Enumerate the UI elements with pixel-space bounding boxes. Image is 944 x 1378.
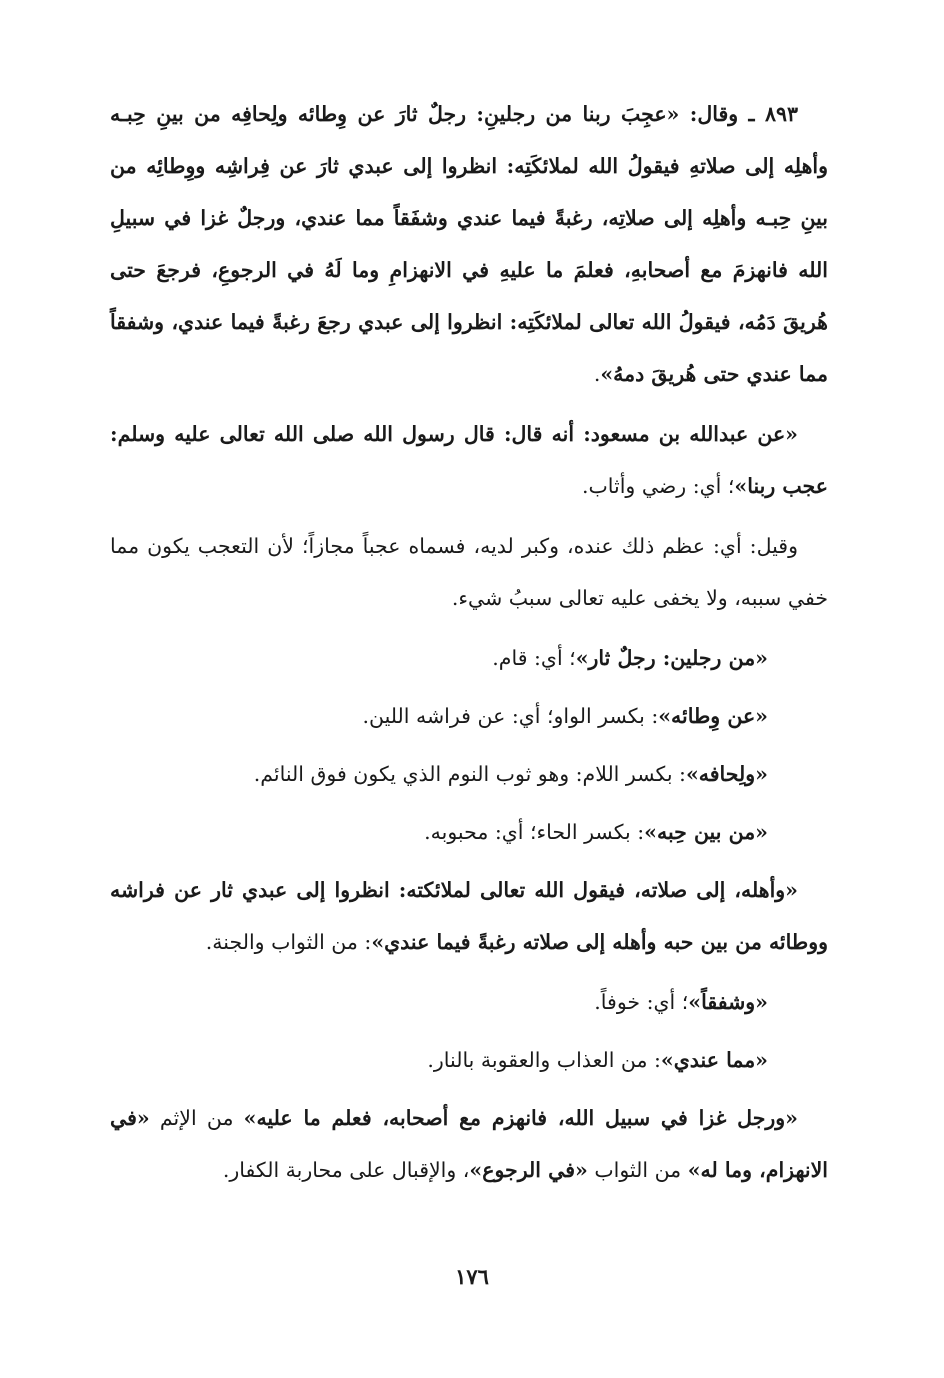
quoted-text: «ولِحافه» <box>685 762 768 786</box>
paragraph-sharh-1 <box>110 408 828 512</box>
commentary-text: : بكسر الواو؛ أي: عن فراشه اللين. <box>362 704 659 728</box>
commentary-text: ؛ أي: خوفاً. <box>594 990 689 1014</box>
quoted-text: «في الانهزام، وما له» <box>110 1106 828 1182</box>
commentary-text: ؛ أي: رضي وأثاب. <box>581 474 735 498</box>
paragraph-sharh-6 <box>110 806 828 858</box>
paragraph-sharh-10 <box>110 1092 828 1196</box>
commentary-text: : بكسر اللام: وهو ثوب النوم الذي يكون فوق النائم. <box>253 762 686 786</box>
paragraph-sharh-2 <box>110 520 828 624</box>
quoted-text: «في الرجوع» <box>469 1158 588 1182</box>
paragraph-sharh-3 <box>110 632 828 684</box>
paragraph-sharh-8 <box>110 976 828 1028</box>
page-body <box>110 88 828 1204</box>
commentary-text: : بكسر الحاء؛ أي: محبوبه. <box>424 820 645 844</box>
quoted-text: «وأهله، إلى صلاته، فيقول الله تعالى لملائكته: انظروا إلى عبدي ثار عن فراشه ووطائه من بين حبه وأهله إلى صلاته رغبةً فيما عندي» <box>110 878 828 954</box>
commentary-text: وقيل: أي: عظم ذلك عنده، وكبر لديه، فسماه عجباً مجازاً؛ لأن التعجب يكون مما خفي سببه، ولا يخفى عليه تعالى سببُ شيء. <box>110 534 828 610</box>
quoted-text: «ورجل غزا في سبيل الله، فانهزم مع أصحابه، فعلم ما عليه» <box>243 1106 798 1130</box>
quoted-text: «عن عبدالله بن مسعود: أنه قال: قال رسول الله صلى الله تعالى عليه وسلم: عجب ربنا» <box>110 422 828 498</box>
commentary-text: : من الثواب والجنة. <box>205 930 372 954</box>
quoted-text: «من بين حِبه» <box>644 820 768 844</box>
paragraph-sharh-5 <box>110 748 828 800</box>
page-number: ١٧٦ <box>455 1264 489 1289</box>
quoted-text: «عن وِطائه» <box>658 704 768 728</box>
quoted-text: «وشفقاً» <box>688 990 768 1014</box>
paragraph-sharh-7 <box>110 864 828 968</box>
quoted-text: «من رجلين: رجلٌ ثار» <box>575 646 768 670</box>
commentary-text: ، والإقبال على محاربة الكفار. <box>222 1158 470 1182</box>
commentary-text: ؛ أي: قام. <box>492 646 576 670</box>
paragraph-sharh-4 <box>110 690 828 742</box>
paragraph-sharh-9 <box>110 1034 828 1086</box>
commentary-text: من الإثم <box>149 1106 244 1130</box>
commentary-text: من الثواب <box>587 1158 688 1182</box>
paragraph-hadith-893 <box>110 88 828 400</box>
commentary-text: : من العذاب والعقوبة بالنار. <box>427 1048 661 1072</box>
quoted-text: ٨٩٣ ـ وقال: «عجِبَ ربنا من رجلينِ: رجلٌ ثارَ عن وِطائه ولِحافِه من بينِ حِبـه وأهلِه إلى صلاتهِ فيقولُ الله لملائكَتِه: انظروا إلى عبدي ثارَ عن فِراشِه ووِطائِه من بينِ حِبـه وأهلِه إلى صلاتِه، رغبةً فيما عندي وشفَقاً مما عندي، ورجلٌ غزا في سبيلِ الله فانهزمَ مع أصحابهِ، فعلمَ ما عليهِ في الانهزامِ وما لَهُ في الرجوعِ، فرجعَ حتى هُريقَ دَمُه، فيقولُ الله تعالى لملائكَتِه: انظروا إلى عبدي رجعَ رغبةً فيما عندي، وشفقاً مما عندي حتى هُريقَ دمهُ» <box>110 102 828 386</box>
commentary-text: . <box>593 362 601 386</box>
quoted-text: «مما عندي» <box>660 1048 768 1072</box>
